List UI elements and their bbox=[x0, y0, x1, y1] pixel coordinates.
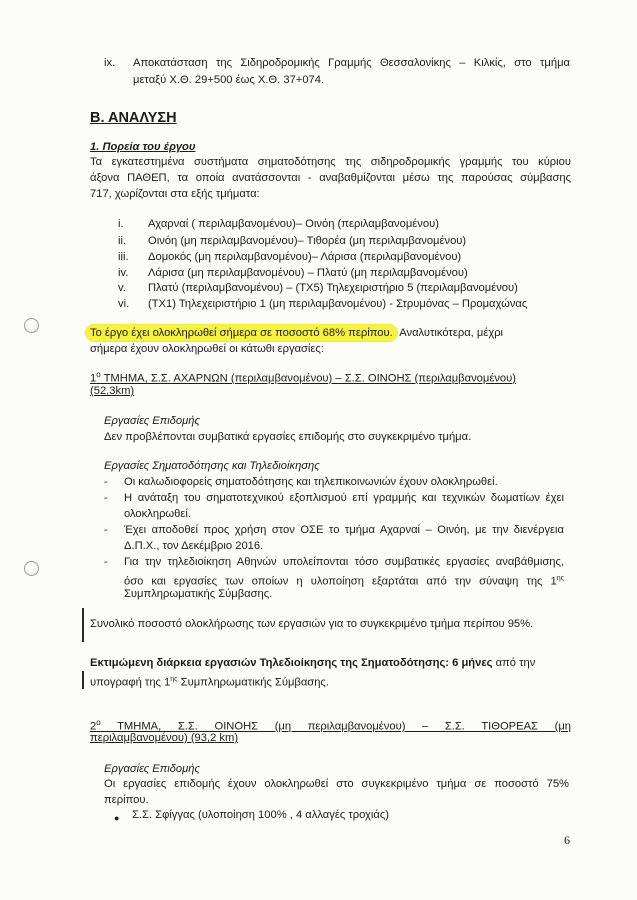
section-2-supervision-line1: Οι εργασίες επιδομής έχουν ολοκληρωθεί στο συγκεκριμένο τμήμα σε ποσοστό 75% bbox=[104, 778, 569, 790]
signal-item: Έχει αποδοθεί προς χρήση στον ΟΣΕ το τμήμα Αχαρναί – Οινόη, με την διενέργεια bbox=[124, 524, 564, 536]
duration-line2-a: υπογραφή της 1 bbox=[90, 676, 171, 689]
section-1-heading-km: (52,3km) bbox=[90, 385, 135, 397]
section-2-supervision-title: Εργασίες Επιδομής bbox=[104, 763, 200, 775]
segment-text: Οινόη (μη περιλαμβανομένου)– Τιθορέα (μη περιλαμβανομένου) bbox=[148, 235, 467, 247]
section-1-heading-sup: ο bbox=[96, 370, 101, 379]
signal-item-sup: ης bbox=[556, 575, 564, 582]
intro-line-2: άξονα ΠΑΘΕΠ, τα οποία ανατάσσονται - αναβαθμίζονται μέσω της παρούσας σύμβασης bbox=[90, 172, 571, 184]
section-b-title: Β. ΑΝΑΛΥΣΗ bbox=[90, 110, 177, 126]
bullet-dot: ● bbox=[114, 813, 120, 823]
segment-text: (ΤΧ1) Τηλεχειριστήριο 1 (μη περιλαμβανομένου) - Στρυμόνας – Προμαχώνας bbox=[148, 298, 528, 310]
duration-line2-b: Συμπληρωματικής Σύμβασης. bbox=[177, 676, 329, 689]
duration-rest: από την bbox=[492, 657, 536, 669]
section-1-duration-line2 bbox=[90, 672, 329, 691]
segment-text: Αχαρναί ( περιλαμβανομένου)– Οινόη (περιλαμβανομένου) bbox=[148, 218, 439, 230]
intro-line-1: Τα εγκατεστημένα συστήματα σηματοδότησης της σιδηροδρομικής γραμμής του κύριου bbox=[90, 156, 571, 168]
section-1-supervision-title: Εργασίες Επιδομής bbox=[104, 415, 200, 427]
section-2-heading-text: ΤΜΗΜΑ, Σ.Σ. ΟΙΝΟΗΣ (μη περιλαμβανομένου) – Σ.Σ. ΤΙΘΟΡΕΑΣ (μη bbox=[100, 720, 571, 733]
item-ix-number: ix. bbox=[104, 57, 116, 69]
section-2-heading-sup: ο bbox=[96, 718, 101, 727]
dash-bullet: - bbox=[104, 556, 108, 568]
signal-item: Οι καλωδιοφορείς σηματοδότησης και τηλεπικοινωνιών έχουν ολοκληρωθεί. bbox=[124, 476, 498, 488]
item-ix-line2: μεταξύ Χ.Θ. 29+500 έως Χ.Θ. 37+074. bbox=[133, 74, 325, 86]
dash-bullet: - bbox=[104, 476, 108, 488]
segment-number: vi. bbox=[118, 298, 130, 310]
progress-statement bbox=[90, 326, 575, 341]
segment-text: Πλατύ (περιλαμβανομένου) – (ΤΧ5) Τηλεχειριστήριο 5 (περιλαμβανομένου) bbox=[148, 282, 518, 294]
intro-line-3: 717, χωρίζονται στα εξής τμήματα: bbox=[90, 188, 260, 200]
section-2-heading-line2: περιλαμβανομένου) (93,2 km) bbox=[90, 732, 239, 744]
signal-item-text: όσο και εργασίες των οποίων η υλοποίηση εξαρτάται από την σύναψη της 1 bbox=[124, 575, 557, 588]
segment-number: v. bbox=[118, 282, 126, 294]
signal-item-cont: ολοκληρωθεί. bbox=[124, 508, 191, 520]
section-2-bullet-text: Σ.Σ. Σφίγγας (υλοποίηση 100% , 4 αλλαγές τροχιάς) bbox=[132, 809, 389, 821]
revision-marker bbox=[82, 608, 84, 642]
section-1-heading-num: 1 bbox=[90, 372, 97, 385]
duration-bold: Εκτιμώμενη διάρκεια εργασιών Τηλεδιοίκησης της Σηματοδότησης: 6 μήνες bbox=[90, 657, 493, 669]
punch-hole-top bbox=[24, 318, 39, 333]
page-number: 6 bbox=[564, 833, 570, 847]
segment-text: Λάρισα (μη περιλαμβανομένου) – Πλατύ (μη περιλαμβανομένου) bbox=[148, 267, 468, 279]
segment-number: iv. bbox=[118, 267, 129, 279]
segment-number: i. bbox=[118, 218, 124, 230]
duration-line2-sup: ης bbox=[170, 676, 178, 683]
progress-rest: Αναλυτικότερα, μέχρι bbox=[396, 327, 504, 339]
segment-number: iii. bbox=[118, 251, 129, 263]
section-1-heading bbox=[90, 367, 571, 387]
section-2-heading-num: 2 bbox=[90, 720, 97, 733]
section-1-signal-title: Εργασίες Σηματοδότησης και Τηλεδιοίκησης bbox=[104, 460, 320, 472]
segment-text: Δομοκός (μη περιλαμβανομένου)– Λάρισα (περιλαμβανομένου) bbox=[148, 251, 462, 263]
dash-bullet: - bbox=[104, 524, 108, 536]
item-ix-line1: Αποκατάσταση της Σιδηροδρομικής Γραμμής Θεσσαλονίκης – Κιλκίς, στο τμήμα bbox=[133, 57, 570, 69]
section-1-supervision-text: Δεν προβλέπονται συμβατικά εργασίες επιδομής στο συγκεκριμένο τμήμα. bbox=[104, 431, 472, 443]
signal-item: Η ανάταξη του σηματοτεχνικού εξοπλισμού επί γραμμής και τεχνικών δωματίων έχει bbox=[124, 492, 564, 504]
section-2-supervision-line2: περίπου. bbox=[104, 794, 149, 806]
section-1-total: Συνολικό ποσοστό ολοκλήρωσης των εργασιών για το συγκεκριμένο τμήμα περίπου 95%. bbox=[90, 618, 534, 630]
signal-item-cont: Δ.Π.Χ., τον Δεκέμβριο 2016. bbox=[124, 540, 264, 552]
progress-line-2: σήμερα έχουν ολοκληρωθεί οι κάτωθι εργασίες: bbox=[90, 343, 324, 355]
section-1-heading-text: ΤΜΗΜΑ, Σ.Σ. ΑΧΑΡΝΩΝ (περιλαμβανομένου) – Σ.Σ. ΟΙΝΟΗΣ (περιλαμβανομένου) bbox=[100, 372, 516, 385]
progress-highlight: Το έργο έχει ολοκληρωθεί σήμερα σε ποσοστό 68% περίπου. bbox=[86, 325, 397, 341]
subsection-progress-title: 1. Πορεία του έργου bbox=[90, 141, 196, 153]
signal-item: Για την τηλεδιοίκηση Αθηνών υπολείπονται τόσο συμβατικές εργασίες αναβάθμισης, bbox=[124, 556, 564, 568]
punch-hole-bottom bbox=[24, 561, 39, 576]
revision-marker bbox=[82, 671, 84, 689]
section-1-duration bbox=[90, 656, 571, 671]
dash-bullet: - bbox=[104, 492, 108, 504]
signal-item-cont: Συμπληρωματικής Σύμβασης. bbox=[124, 588, 273, 600]
segment-number: ii. bbox=[118, 235, 127, 247]
